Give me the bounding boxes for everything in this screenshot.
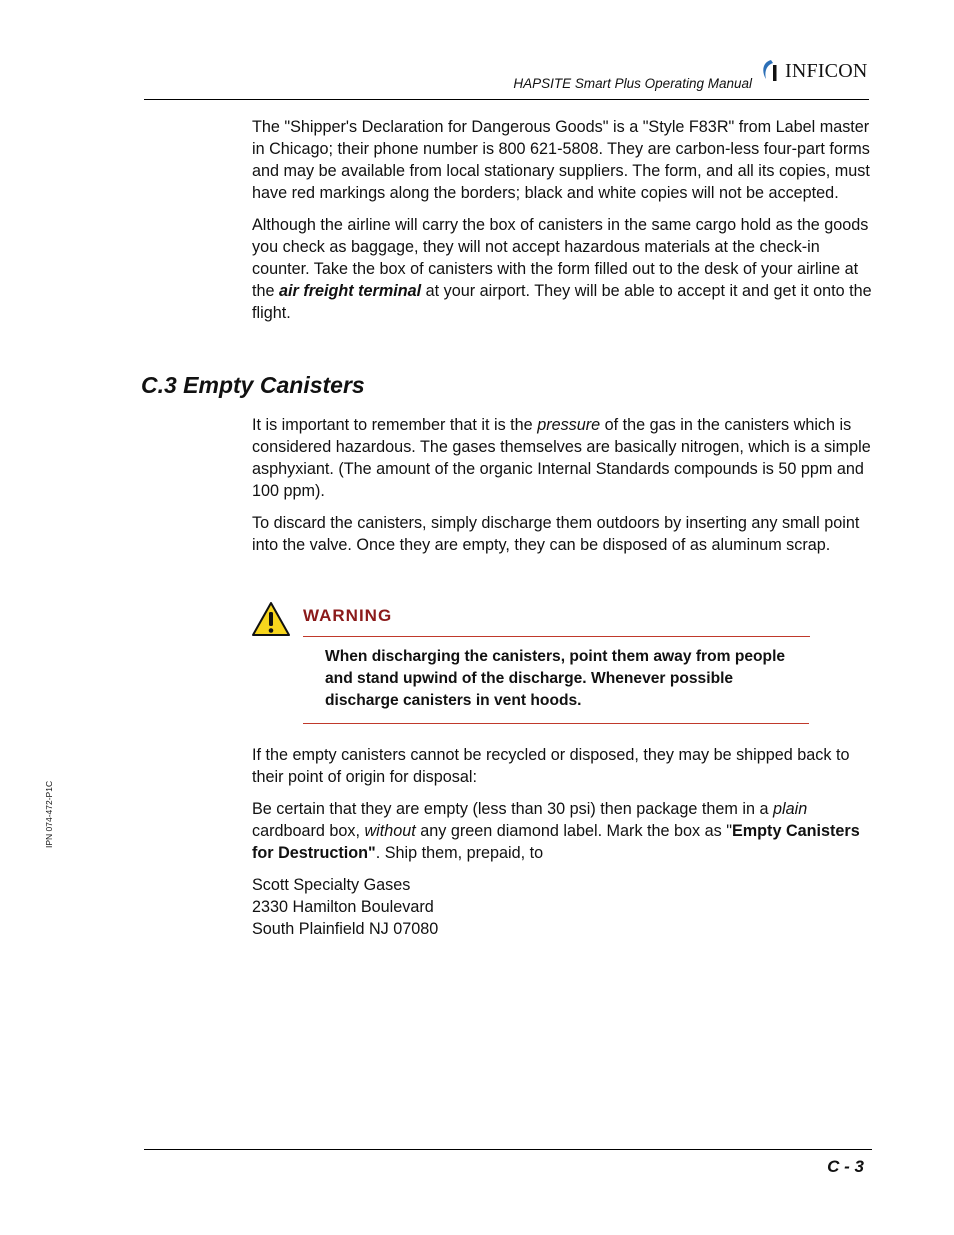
address-line: South Plainfield NJ 07080	[252, 920, 439, 938]
address-line: 2330 Hamilton Boulevard	[252, 898, 434, 916]
inficon-logo	[760, 58, 868, 84]
logo-text: INFICON	[785, 59, 868, 82]
section-title: C.3 Empty Canisters	[141, 372, 365, 398]
warning-triangle-icon	[251, 601, 291, 637]
warning-label: WARNING	[303, 606, 393, 625]
manual-title: HAPSITE Smart Plus Operating Manual	[513, 76, 752, 91]
footer-rule	[144, 1149, 872, 1150]
disposal-block	[252, 744, 872, 940]
warning-top-rule	[303, 636, 810, 637]
section-paragraph-2: To discard the canisters, simply discharge them outdoors by inserting any small point into the valve. Once they are empty, they can be disposed of as aluminum scrap.	[252, 514, 860, 554]
document-code: IPN 074-472-P1C	[44, 780, 54, 848]
warning-text: When discharging the canisters, point them away from people and stand upwind of the discharge. Whenever possible discharge canisters in vent hoods.	[325, 648, 786, 709]
section-paragraph-1: It is important to remember that it is the pressure of the gas in the canisters which is considered hazardous. The gases themselves are basically nitrogen, which is a simple asphyxiant. (The amount of the organic Internal Standards compounds is 50 ppm and 100 ppm).	[252, 416, 871, 500]
disposal-paragraph-1: If the empty canisters cannot be recycled or disposed, they may be shipped back to their point of origin for disposal:	[252, 746, 850, 786]
inficon-logo-icon	[760, 59, 782, 83]
page-number: C - 3	[827, 1157, 864, 1176]
intro-paragraph-1: The "Shipper's Declaration for Dangerous Goods" is a "Style F83R" from Label master in Chicago; their phone number is 800 621-5808. They are carbon-less four-part forms and may be available from local stationary suppliers. The form, and all its copies, must have red markings along the borders; black and white copies will not be accepted.	[252, 118, 870, 202]
disposal-paragraph-2: Be certain that they are empty (less than 30 psi) then package them in a plain cardboard box, without any green diamond label. Mark the box as "Empty Canisters for Destruction". Ship them, prepaid, to	[252, 800, 860, 862]
intro-paragraph-2: Although the airline will carry the box of canisters in the same cargo hold as the goods you check as baggage, they will not accept hazardous materials at the check-in counter. Take the box of canisters with the form filled out to the desk of your airline at the air freight terminal at your airport. They will be able to accept it and get it onto the flight.	[252, 216, 872, 322]
air-freight-emphasis: air freight terminal	[279, 282, 422, 300]
empty-canisters-label: Empty Canisters for Destruction"	[252, 822, 860, 862]
shipping-address	[252, 874, 872, 940]
address-line: Scott Specialty Gases	[252, 876, 411, 894]
warning-bottom-rule	[303, 723, 809, 724]
pressure-emphasis: pressure	[537, 416, 601, 434]
header-rule	[144, 99, 869, 100]
intro-block	[252, 116, 872, 324]
section-body	[252, 414, 872, 556]
